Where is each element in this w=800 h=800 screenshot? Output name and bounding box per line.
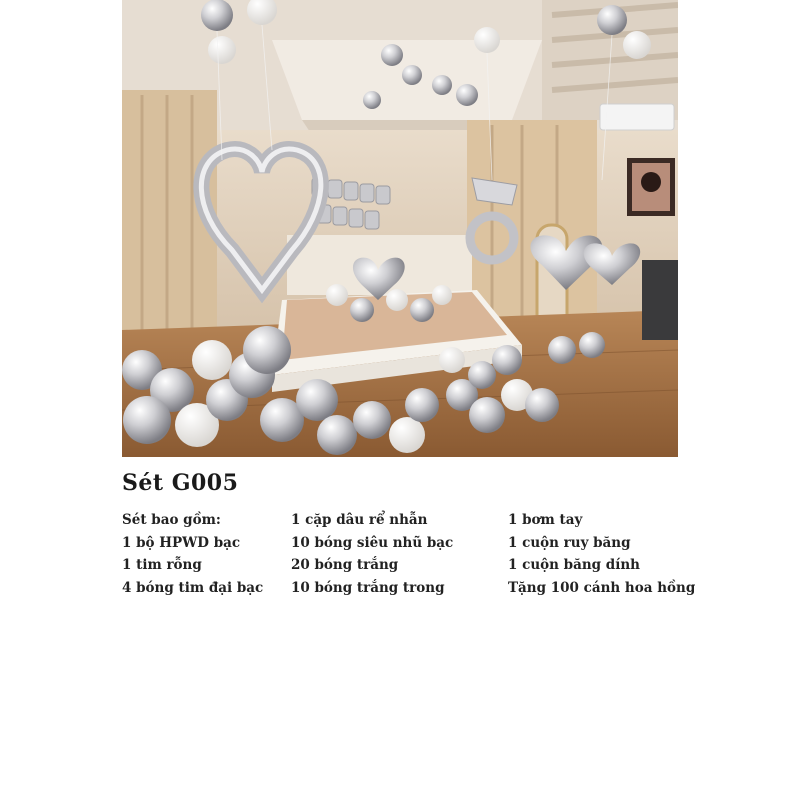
bedroom-balloon-scene: [122, 0, 678, 457]
item-label: 1 tim rỗng: [122, 557, 202, 573]
item-label: 1 cặp dâu rể nhẫn: [291, 512, 428, 528]
item-label: 1 bơm tay: [508, 512, 583, 528]
item-label: 1 bộ HPWD bạc: [122, 534, 241, 551]
product-photo: [122, 0, 678, 457]
item-label: Sét bao gồm:: [122, 512, 221, 528]
item-label: 10 bóng siêu nhũ bạc: [291, 534, 454, 551]
item-label: 20 bóng trắng: [291, 557, 399, 573]
product-title: Sét G005: [122, 470, 239, 496]
item-label: 1 cuộn ruy băng: [508, 534, 631, 551]
item-label: 1 cuộn băng dính: [508, 557, 640, 573]
item-label: Tặng 100 cánh hoa hồng: [508, 579, 696, 596]
items-column-3: [508, 509, 695, 599]
item-label: 10 bóng trắng trong: [291, 579, 445, 596]
items-column-1: [122, 509, 263, 599]
items-column-2: [291, 509, 453, 599]
item-label: 4 bóng tim đại bạc: [122, 579, 264, 596]
